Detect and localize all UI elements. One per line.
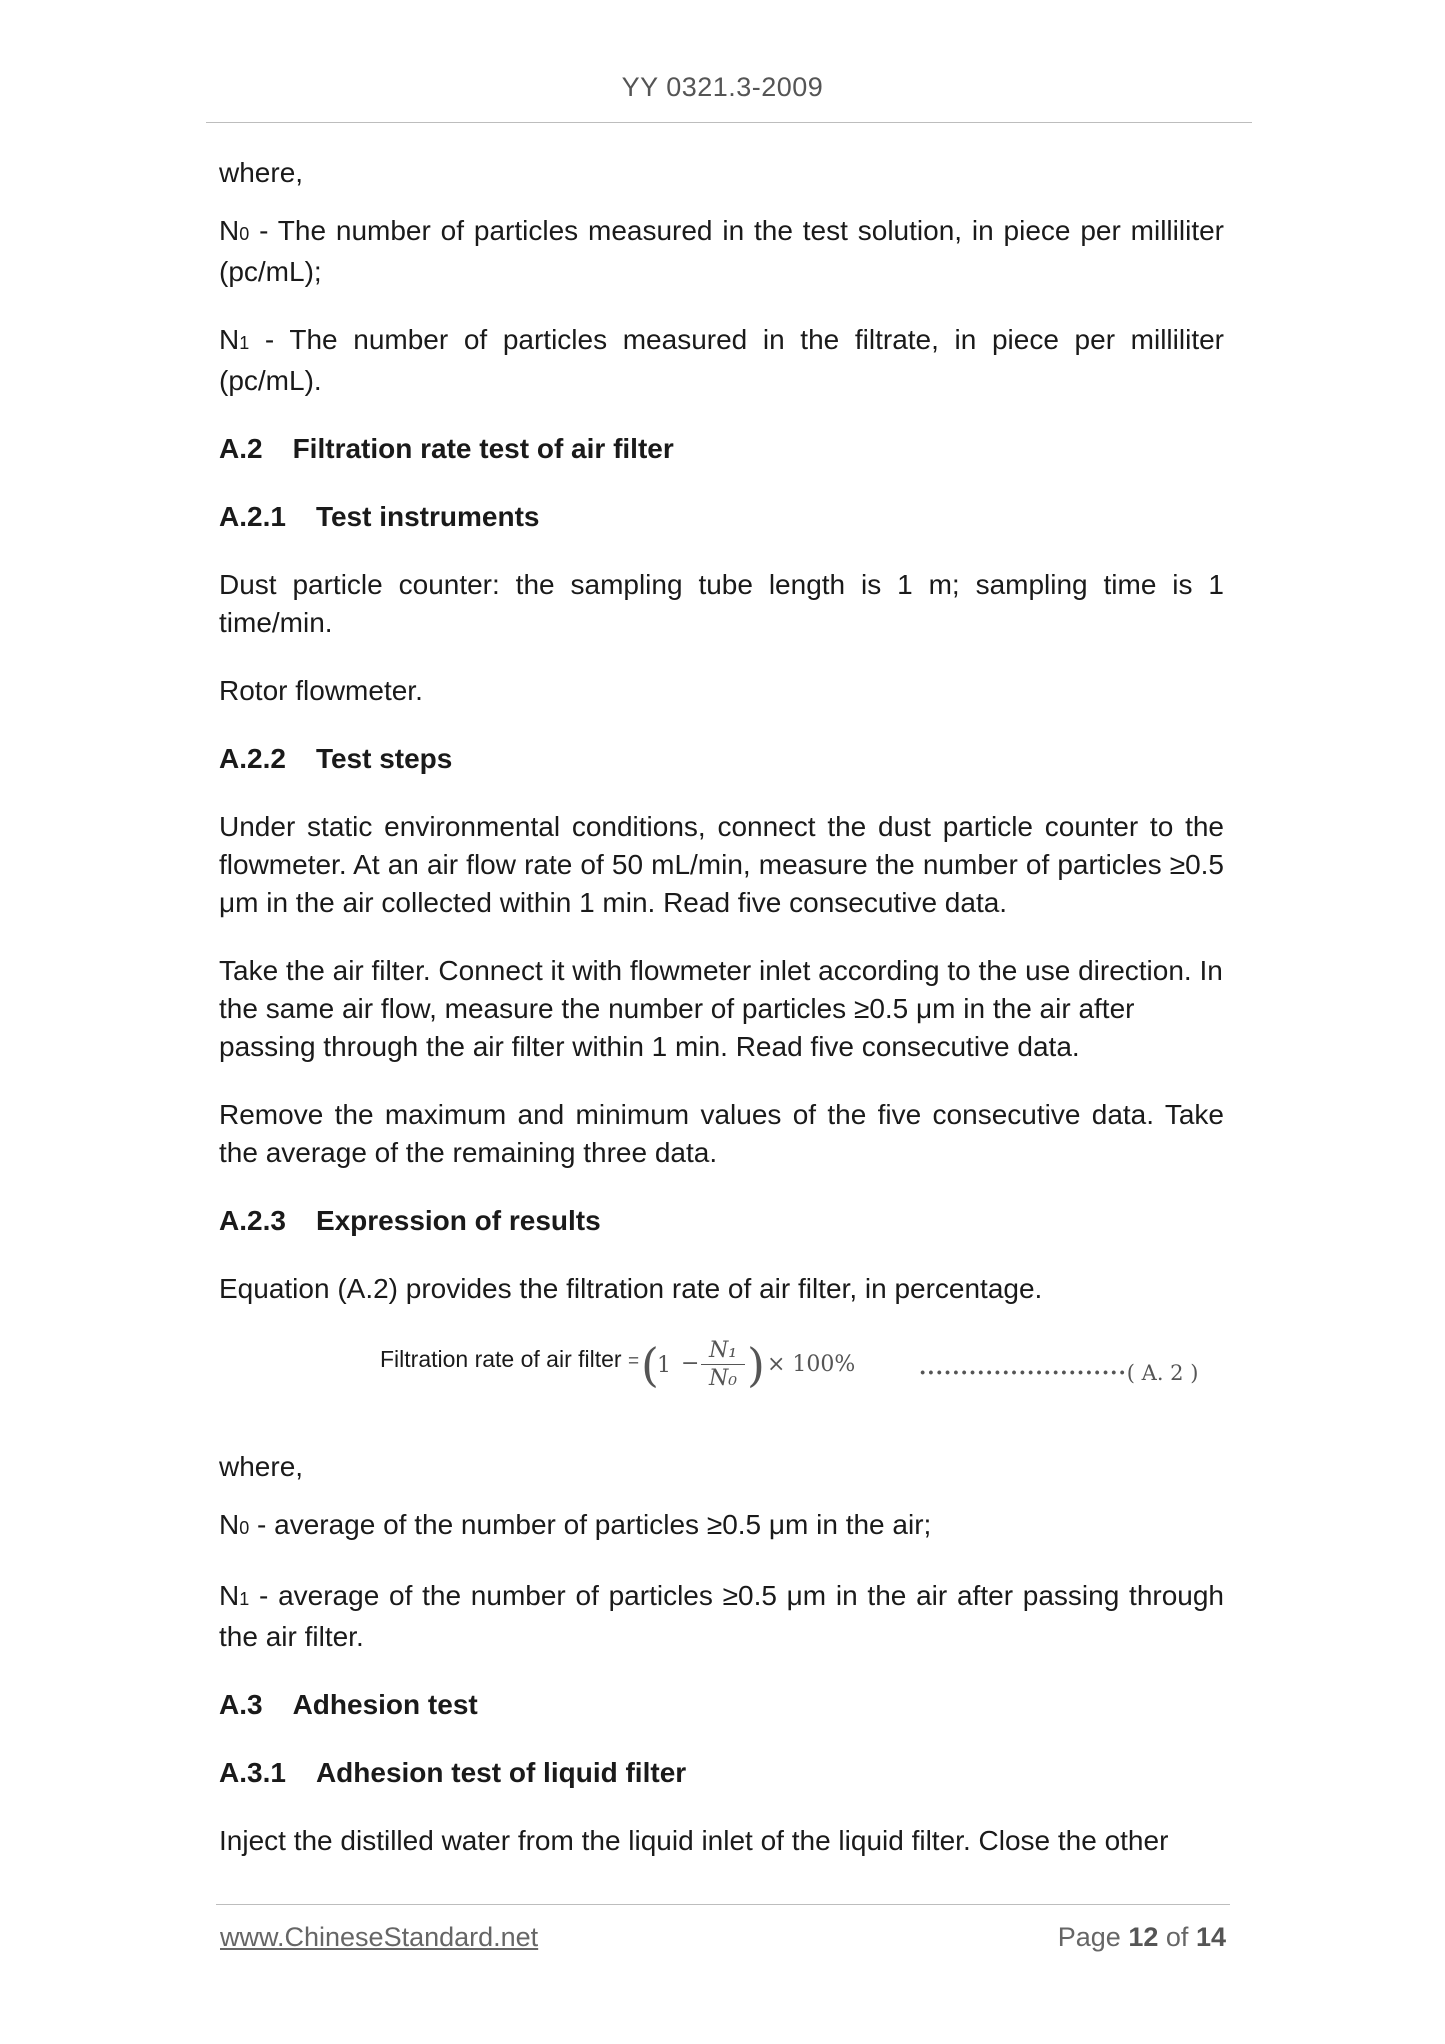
equals-sign: = — [627, 1351, 640, 1372]
subscript: 1 — [239, 1589, 250, 1609]
page-number — [1058, 1922, 1226, 1953]
section-number: A.2.1 — [219, 501, 286, 532]
section-number: A.3 — [219, 1689, 263, 1720]
section-heading-a2 — [219, 430, 1224, 468]
equation-label-text: Filtration rate of air filter — [380, 1346, 622, 1372]
subscript: 0 — [239, 1518, 250, 1538]
paragraph-static-conditions: Under static environmental conditions, connect the dust particle counter to the flowmeter. At an air flow rate of 50 mL/min, measure the number of particles ≥0.5 μm in the air collected within 1 min. Read five consecutive data. — [219, 811, 1224, 918]
section-heading-a21 — [219, 498, 1224, 536]
section-title: Filtration rate test of air filter — [292, 433, 674, 464]
symbol-n: N — [219, 1580, 240, 1611]
page-header-title: YY 0321.3-2009 — [621, 72, 824, 102]
section-number: A.3.1 — [219, 1757, 286, 1788]
n0-definition — [219, 212, 1224, 291]
definition-text: - average of the number of particles ≥0.5 μm in the air; — [249, 1509, 932, 1540]
paragraph-equation-intro: Equation (A.2) provides the filtration rate of air filter, in percentage. — [219, 1273, 1043, 1304]
definition-text: - The number of particles measured in the test solution, in piece per milliliter (pc/mL); — [219, 215, 1224, 287]
header-divider — [206, 122, 1252, 123]
section-title: Test steps — [315, 743, 453, 774]
section-number: A.2 — [219, 433, 263, 464]
section-title: Expression of results — [315, 1205, 601, 1236]
section-heading-a23 — [219, 1202, 1224, 1240]
paragraph-rotor-flowmeter: Rotor flowmeter. — [219, 675, 423, 706]
minus: − — [681, 1351, 700, 1376]
n0-definition — [219, 1506, 1224, 1547]
paragraph-remove-values: Remove the maximum and minimum values of the five consecutive data. Take the average of the remaining three data. — [219, 1099, 1224, 1168]
section-title: Test instruments — [315, 501, 540, 532]
section-heading-a3 — [219, 1686, 1224, 1724]
page-word: Page — [1057, 1922, 1121, 1952]
section-heading-a22 — [219, 740, 1224, 778]
paragraph-dust-counter: Dust particle counter: the sampling tube length is 1 m; sampling time is 1 time/min. — [219, 569, 1224, 638]
fraction — [701, 1338, 745, 1391]
section-number: A.2.3 — [219, 1205, 286, 1236]
symbol-n: N — [219, 324, 240, 355]
paragraph-inject: Inject the distilled water from the liquid inlet of the liquid filter. Close the other — [219, 1825, 1169, 1856]
paragraph-take-filter: Take the air filter. Connect it with flowmeter inlet according to the use direction. In the same air flow, measure the number of particles ≥0.5 μm in the air after passing through the air filter within 1 min. Read five consecutive data. — [219, 955, 1223, 1062]
numerator: N₁ — [701, 1338, 745, 1365]
section-number: A.2.2 — [219, 743, 286, 774]
website-link[interactable]: www.ChineseStandard.net — [220, 1922, 539, 1952]
page-current: 12 — [1128, 1922, 1159, 1952]
denominator: N₀ — [708, 1366, 738, 1391]
page-total: 14 — [1195, 1922, 1226, 1952]
symbol-n: N — [219, 1509, 240, 1540]
equation-label — [380, 1346, 639, 1373]
equation-number: ( A. 2 ) — [1126, 1361, 1199, 1385]
where-label: where, — [219, 157, 304, 188]
one: 1 — [657, 1353, 671, 1378]
where-label: where, — [219, 1451, 304, 1482]
subscript: 0 — [239, 224, 250, 244]
open-paren: ( — [641, 1338, 659, 1392]
section-title: Adhesion test of liquid filter — [315, 1757, 687, 1788]
n1-definition — [219, 1577, 1224, 1656]
document-body — [219, 154, 1224, 1890]
definition-text: - The number of particles measured in the filtrate, in piece per milliliter (pc/mL). — [219, 324, 1224, 396]
footer-divider — [216, 1904, 1230, 1905]
times-percent: × 100% — [767, 1352, 856, 1377]
leader-dots: ························· — [919, 1360, 1127, 1385]
equation-reference — [919, 1360, 1198, 1385]
section-heading-a31 — [219, 1754, 1224, 1792]
definition-text: - average of the number of particles ≥0.5 μm in the air after passing through the air filter. — [219, 1580, 1224, 1652]
n1-definition — [219, 321, 1224, 400]
section-title: Adhesion test — [292, 1689, 478, 1720]
page-of: of — [1165, 1922, 1189, 1952]
symbol-n: N — [219, 215, 240, 246]
close-paren: ) — [747, 1338, 765, 1392]
subscript: 1 — [239, 333, 250, 353]
equation-a2 — [219, 1338, 1224, 1424]
